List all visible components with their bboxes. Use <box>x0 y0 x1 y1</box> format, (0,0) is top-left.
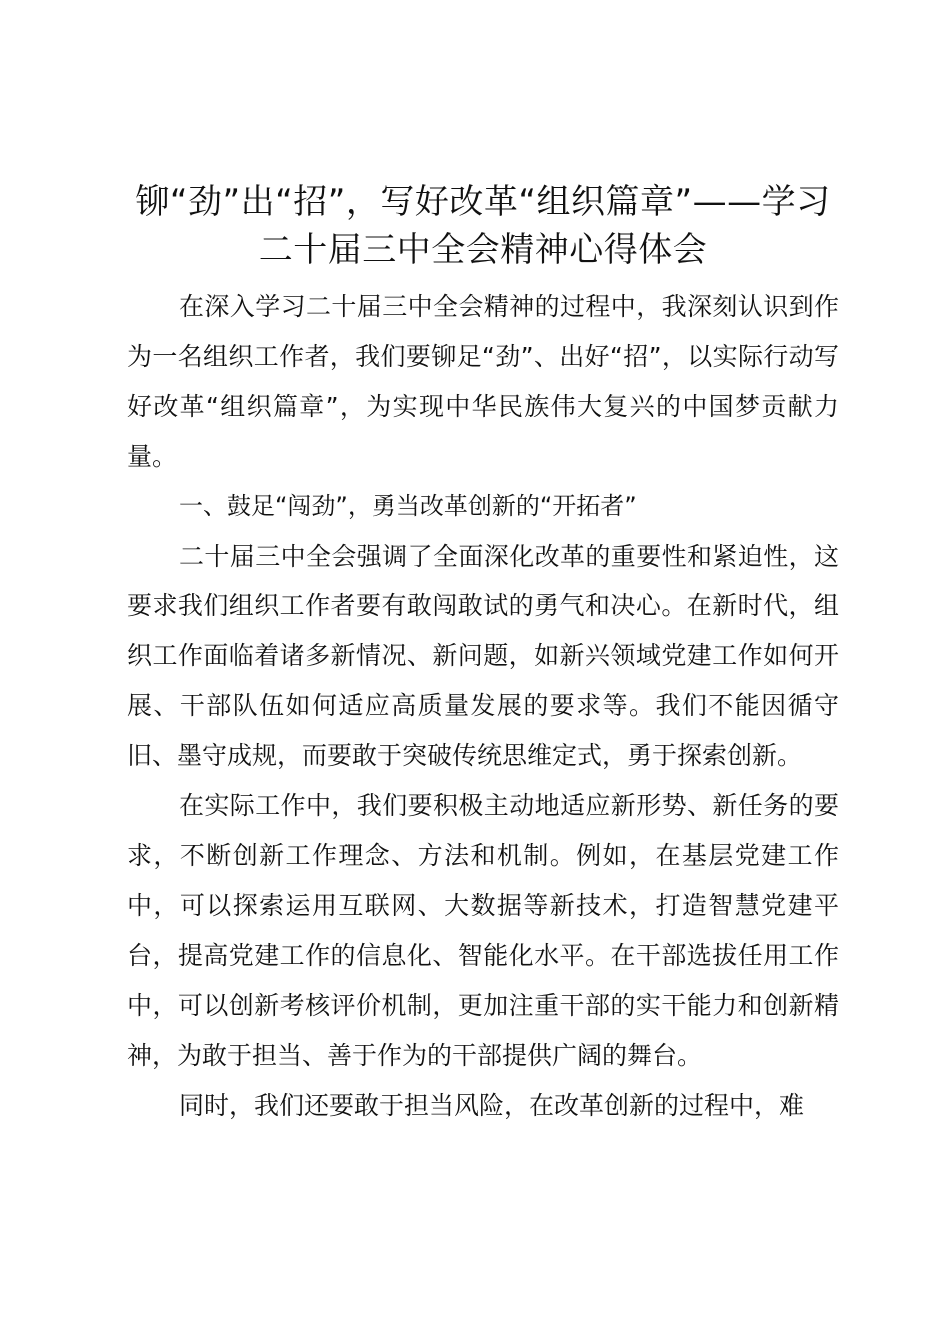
paragraph-section1-1: 二十届三中全会强调了全面深化改革的重要性和紧迫性，这要求我们组织工作者要有敢闯敢试的勇气和决心。在新时代，组织工作面临着诸多新情况、新问题，如新兴领域党建工作如何开展、干部队伍如何适应高质量发展的要求等。我们不能因循守旧、墨守成规，而要敢于突破传统思维定式，勇于探索创新。 <box>127 541 839 771</box>
document-title: 铆“劲”出“招”，写好改革“组织篇章”——学习二十届三中全会精神心得体会 <box>135 182 831 270</box>
section-heading-1: 一、鼓足“闯劲”，勇当改革创新的“开拓者” <box>179 491 637 520</box>
paragraph-intro: 在深入学习二十届三中全会精神的过程中，我深刻认识到作为一名组织工作者，我们要铆足“劲”、出好“招”，以实际行动写好改革“组织篇章”，为实现中华民族伟大复兴的中国梦贡献力量。 <box>127 292 839 471</box>
document-body <box>127 282 839 1130</box>
document-content <box>127 178 839 1130</box>
paragraph-section1-3: 同时，我们还要敢于担当风险，在改革创新的过程中，难 <box>179 1090 805 1120</box>
paragraph-section1-2: 在实际工作中，我们要积极主动地适应新形势、新任务的要求，不断创新工作理念、方法和机制。例如，在基层党建工作中，可以探索运用互联网、大数据等新技术，打造智慧党建平台，提高党建工作的信息化、智能化水平。在干部选拔任用工作中，可以创新考核评价机制，更加注重干部的实干能力和创新精神，为敢于担当、善于作为的干部提供广阔的舞台。 <box>127 791 839 1070</box>
